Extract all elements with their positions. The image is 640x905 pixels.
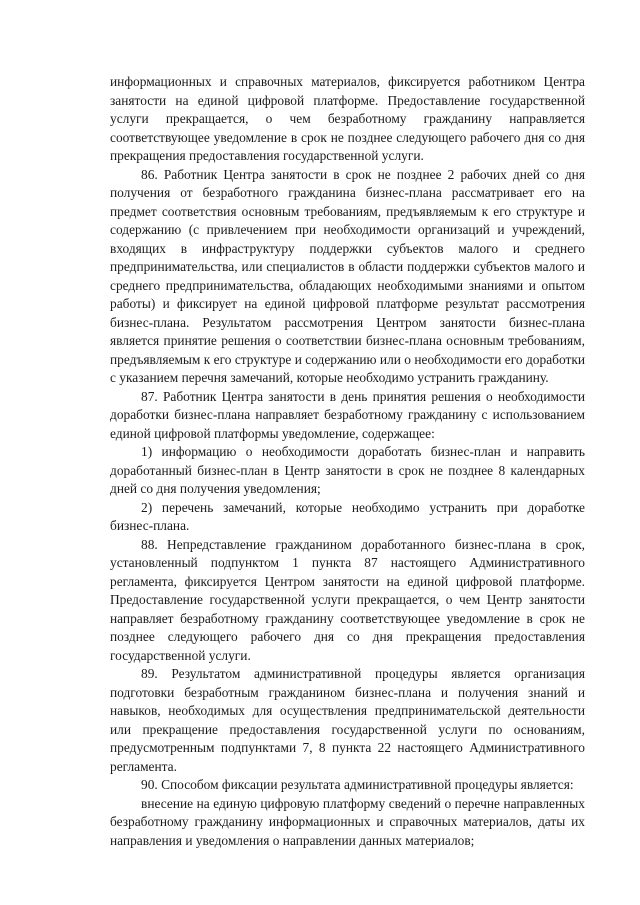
- paragraph-continuation: информационных и справочных материалов, фиксируется работником Центра занятости на единой цифровой платформе. Предоставление государственной услуги прекращается, о чем безработному гражданину направляется соответствующее уведомление в срок не позднее следующего рабочего дня со дня прекращения предоставления государственной услуги.: [110, 74, 585, 163]
- paragraph-86: 86. Работник Центра занятости в срок не позднее 2 рабочих дней со дня получения от безработного гражданина бизнес-плана рассматривает его на предмет соответствия основным требованиям, предъявляемым к его структуре и содержанию (с привлечением при необходимости организаций и учреждений, входящих в инфраструктуру поддержки субъектов малого и среднего предпринимательства, или специалистов в области поддержки субъектов малого и среднего предпринимательства, обладающих необходимыми знаниями и опытом работы) и фиксирует на единой цифровой платформе результат рассмотрения бизнес-плана. Результатом рассмотрения Центром занятости бизнес-плана является принятие решения о соответствии бизнес-плана основным требованиям, предъявляемым к его структуре и содержанию или о необходимости его доработки с указанием перечня замечаний, которые необходимо устранить гражданину.: [110, 166, 585, 385]
- paragraph-90: 90. Способом фиксации результата административной процедуры является:: [141, 777, 574, 792]
- paragraph-88: 88. Непредставление гражданином доработанного бизнес-плана в срок, установленный подпунктом 1 пункта 87 настоящего Административного регламента, фиксируется Центром занятости на единой цифровой платформе. Предоставление государственной услуги прекращается, о чем Центр занятости направляет безработному гражданину соответствующее уведомление в срок не позднее следующего рабочего дня со дня прекращения предоставления государственной услуги.: [110, 536, 585, 663]
- paragraph-89: 89. Результатом административной процедуры является организация подготовки безработным гражданином бизнес-плана и получения знаний и навыков, необходимых для осуществления предпринимательской деятельности или прекращение предоставления государственной услуги по основаниям, предусмотренным подпунктами 7, 8 пункта 22 настоящего Административного регламента.: [110, 666, 585, 774]
- paragraph-87-item-1: 1) информацию о необходимости доработать бизнес-план и направить доработанный бизнес-план в Центр занятости в срок не позднее 8 календарных дней со дня получения уведомления;: [110, 444, 585, 496]
- paragraph-87-item-2: 2) перечень замечаний, которые необходимо устранить при доработке бизнес-плана.: [110, 499, 585, 533]
- paragraph-87: 87. Работник Центра занятости в день принятия решения о необходимости доработки бизнес-плана направляет безработному гражданину с использованием единой цифровой платформы уведомление, содержащее:: [110, 388, 585, 441]
- paragraph-90-item: внесение на единую цифровую платформу сведений о перечне направленных безработному гражданину информационных и справочных материалов, даты их направления и уведомления о направлении данных материалов;: [110, 795, 585, 848]
